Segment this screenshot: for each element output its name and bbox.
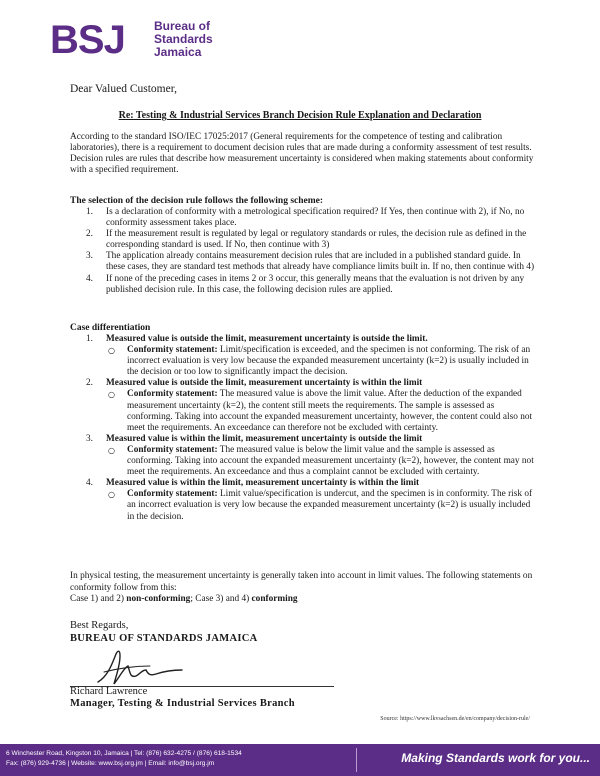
physical-testing-paragraph <box>70 571 540 606</box>
salutation: Dear Valued Customer, <box>70 83 177 95</box>
footer-contact-line: Fax: (876) 929-4736 | Website: www.bsj.org.jm | Email: info@bsj.org.jm <box>6 760 215 767</box>
circle-bullet-icon: ○ <box>108 490 115 500</box>
source-citation: Source: https://www.lkvsachsen.de/en/company/decision-rule/ <box>380 716 530 722</box>
case-item <box>86 434 538 478</box>
signature-image <box>90 646 186 688</box>
logo-org-name-line: Bureau of <box>154 19 211 33</box>
case-number: 2. <box>86 378 93 389</box>
subject-text: Testing & Industrial Services Branch Decision Rule Explanation and Declaration <box>133 110 482 121</box>
non-conforming-label: non-conforming <box>126 594 191 604</box>
case-number: 4. <box>86 478 93 489</box>
logo-org-name-line: Jamaica <box>154 45 202 59</box>
logo-org-name-line: Standards <box>154 32 213 46</box>
selection-heading: The selection of the decision rule follows the following scheme: <box>70 196 324 206</box>
selection-item-number: 1. <box>86 207 93 217</box>
footer-tagline: Making Standards work for you... <box>401 751 590 765</box>
case-number: 1. <box>86 334 93 344</box>
footer-bar <box>0 744 600 776</box>
case-title: Measured value is within the limit, measurement uncertainty is within the limit <box>106 478 420 489</box>
case-title: Measured value is within the limit, measurement uncertainty is outside the limit <box>106 433 423 444</box>
logo-mark: BSJ <box>50 18 125 62</box>
case-heading: Case differentiation <box>70 323 151 333</box>
circle-bullet-icon: ○ <box>108 390 115 400</box>
case-item <box>86 378 538 433</box>
selection-item <box>86 229 538 251</box>
selection-item <box>86 274 538 296</box>
case-number: 3. <box>86 433 93 444</box>
physical-case-a: Case 1) and 2) <box>70 594 127 604</box>
selection-list <box>86 207 538 296</box>
subject-re-label: Re: <box>118 110 134 121</box>
footer-contact <box>6 749 242 769</box>
conformity-statement <box>106 345 538 378</box>
conformity-statement-label: Conformity statement: <box>127 444 218 455</box>
conformity-statement <box>106 445 538 478</box>
signer-title: Manager, Testing & Industrial Services Branch <box>70 698 295 709</box>
selection-item-text: If the measurement result is regulated by legal or regulatory standards or rules, the decision rule as defined in the corresponding standard is used. If No, then continue with 3) <box>106 229 527 251</box>
case-list <box>86 334 538 523</box>
subject-line <box>0 110 600 121</box>
conformity-statement-text: Limit value/specification is undercut, and the specimen is in conformity. The risk of an incorrect evaluation is very low because the expanded measurement uncertainty (k=2) is usually included in the decision. <box>127 489 533 522</box>
selection-item <box>86 251 538 273</box>
conformity-statement-label: Conformity statement: <box>127 489 218 500</box>
case-item <box>86 478 538 522</box>
circle-bullet-icon: ○ <box>108 346 115 356</box>
conformity-statement <box>106 489 538 522</box>
selection-item <box>86 207 538 229</box>
intro-paragraph: According to the standard ISO/IEC 17025:2017 (General requirements for the competence of testing and calibration laboratories), there is a requirement to document decision rules that are made during a conformity assessment of test results. Decision rules are rules that describe how measurement uncertainty is considered when making statements about conformity with a specified requirement. <box>70 132 534 176</box>
logo-org-name <box>154 20 213 59</box>
selection-item-number: 4. <box>86 273 93 284</box>
signer-name: Richard Lawrence <box>70 686 148 697</box>
conforming-label: conforming <box>251 594 298 604</box>
conformity-statement-text: The measured value is above the limit value. After the deduction of the expanded measurement uncertainty (k=2), the content still meets the requirements. The sample is assessed as conforming. Taking into account the expanded measurement uncertainty, however, the content could also not meet the requirements. An exceedance can therefore not be excluded with certainty. <box>127 389 533 433</box>
case-title: Measured value is outside the limit, measurement uncertainty is within the limit <box>106 378 423 389</box>
circle-bullet-icon: ○ <box>108 445 115 455</box>
selection-item-number: 3. <box>86 251 93 262</box>
physical-case-b: ; Case 3) and 4) <box>190 594 252 604</box>
conformity-statement-text: The measured value is below the limit value and the sample is assessed as conforming. Taking into account the expanded measurement uncertainty (k=2), however, the content may not meet the requirements. An exceedance and thus a complaint cannot be excluded with certainty. <box>127 444 534 478</box>
selection-item-number: 2. <box>86 229 93 240</box>
conformity-statement-label: Conformity statement: <box>127 345 218 356</box>
case-title: Measured value is outside the limit, measurement uncertainty is outside the limit. <box>106 334 428 344</box>
selection-item-text: If none of the preceding cases in items 2 or 3 occur, this generally means that the evaluation is not driven by any published decision rule. In this case, the following decision rules are applied. <box>106 273 525 295</box>
conformity-statement-label: Conformity statement: <box>127 389 218 400</box>
selection-item-text: The application already contains measurement decision rules that are included in a published standard guide. In these cases, they are standard test methods that already have compliance limits built in. If no, then continue with 4) <box>106 251 535 273</box>
footer-divider <box>356 748 357 772</box>
selection-item-text: Is a declaration of conformity with a metrological specification required? If Yes, then continue with 2), if No, no conformity assessment takes place. <box>106 207 525 229</box>
conformity-statement <box>106 389 538 433</box>
conformity-statement-text: Limit/specification is exceeded, and the specimen is not conforming. The risk of an incorrect evaluation is very low because the expanded measurement uncertainty (k=2) is usually included in the decision or too low to significantly impact the decision. <box>127 345 531 378</box>
organization-name: BUREAU OF STANDARDS JAMAICA <box>70 633 258 644</box>
footer-contact-line: 6 Winchester Road, Kingston 10, Jamaica | Tel: (876) 632-4275 / (876) 618-1534 <box>6 750 242 757</box>
closing: Best Regards, <box>70 620 129 631</box>
case-item <box>86 334 538 378</box>
physical-testing-text: In physical testing, the measurement uncertainty is generally taken into account in limit values. The following statements on conformity follow from this: <box>70 571 533 593</box>
